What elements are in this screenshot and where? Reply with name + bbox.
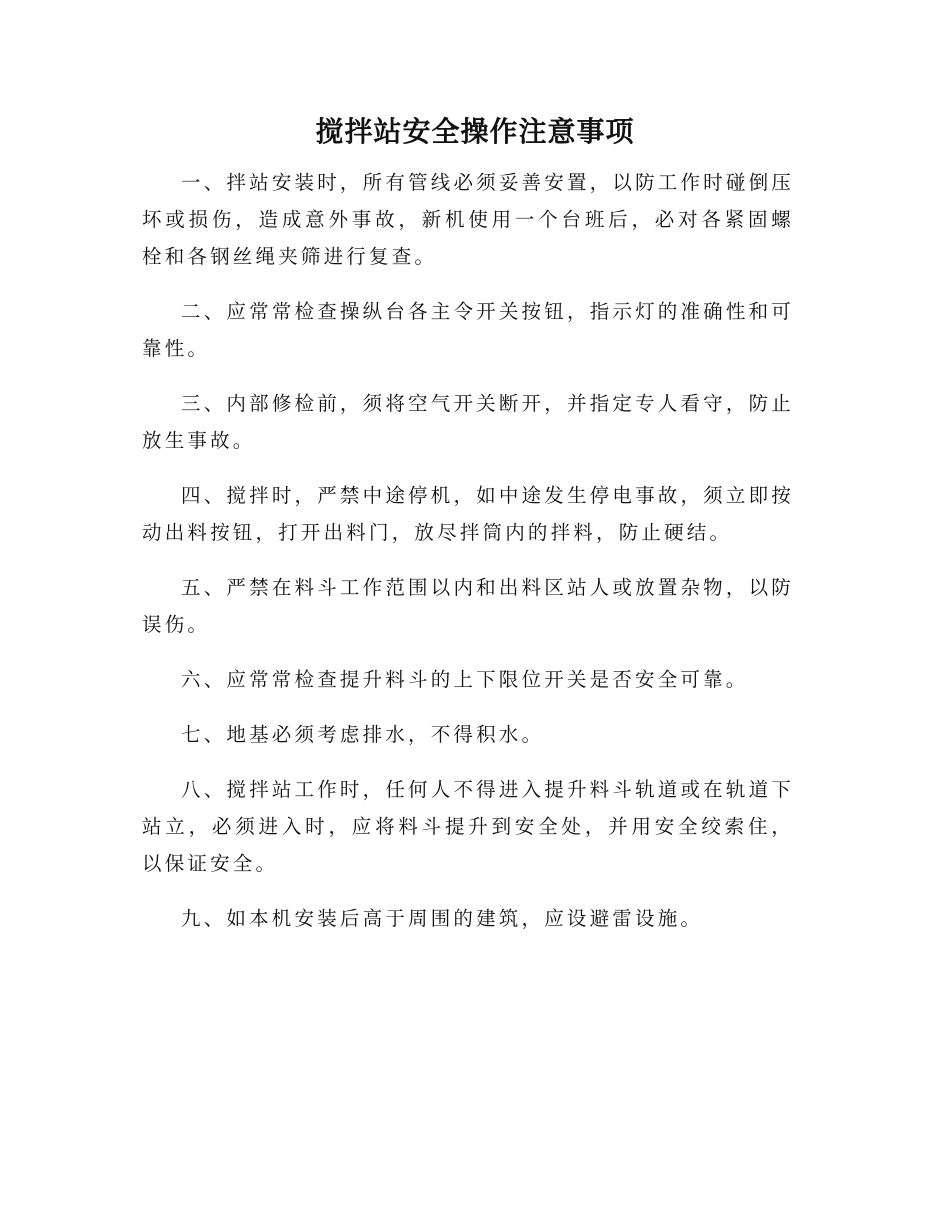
- paragraph-8: 八、搅拌站工作时，任何人不得进入提升料斗轨道或在轨道下站立，必须进入时，应将料斗提升到安全处，并用安全绞索住，以保证安全。: [142, 778, 794, 875]
- paragraph-3: 三、内部修检前，须将空气开关断开，并指定专人看守，防止放生事故。: [142, 392, 794, 452]
- paragraph-6: 六、应常常检查提升料斗的上下限位开关是否安全可靠。: [181, 668, 749, 691]
- paragraph-2: 二、应常常检查操纵台各主令开关按钮，指示灯的准确性和可靠性。: [142, 300, 794, 360]
- paragraph-9: 九、如本机安装后高于周围的建筑，应设避雷设施。: [181, 907, 704, 930]
- paragraph-4: 四、搅拌时，严禁中途停机，如中途发生停电事故，须立即按动出料按钮，打开出料门，放尽拌筒内的拌料，防止硬结。: [142, 484, 794, 544]
- paragraph-5: 五、严禁在料斗工作范围以内和出料区站人或放置杂物，以防误伤。: [142, 576, 794, 636]
- document-title: 搅拌站安全操作注意事项: [315, 115, 635, 148]
- document-body: [142, 164, 794, 955]
- paragraph-7: 七、地基必须考虑排水，不得积水。: [181, 723, 545, 746]
- paragraph-1: 一、拌站安装时，所有管线必须妥善安置，以防工作时碰倒压坏或损伤，造成意外事故，新机使用一个台班后，必对各紧固螺栓和各钢丝绳夹筛进行复查。: [142, 171, 794, 268]
